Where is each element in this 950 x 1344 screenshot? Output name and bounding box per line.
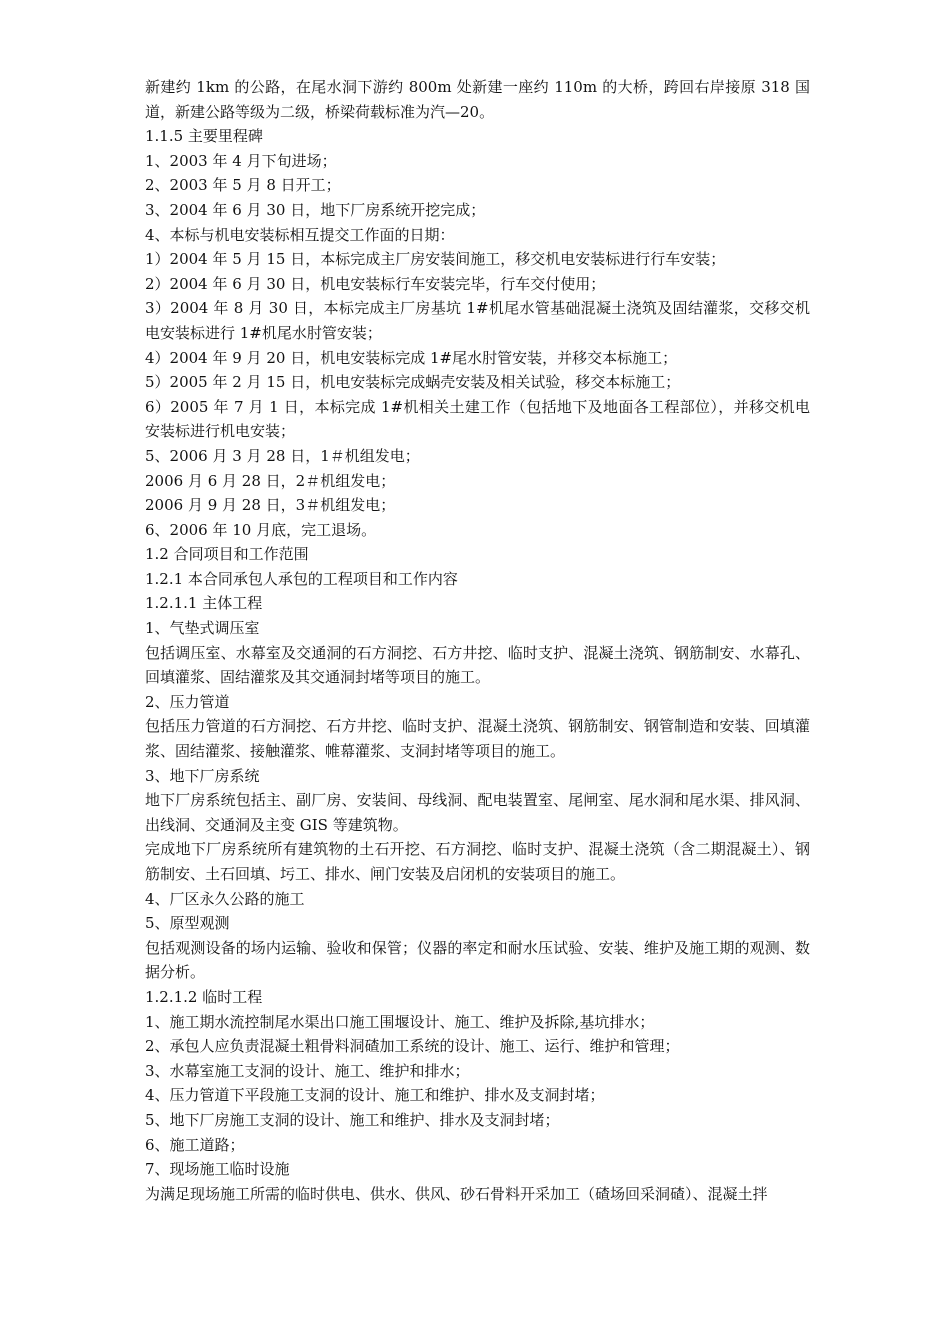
list-item: 5）2005 年 2 月 15 日，机电安装标完成蜗壳安装及相关试验，移交本标施工； xyxy=(145,373,681,392)
list-item: 4、本标与机电安装标相互提交工作面的日期： xyxy=(145,225,455,244)
list-item: 2006 月 6 月 28 日，2＃机组发电； xyxy=(145,471,396,490)
list-item: 3、2004 年 6 月 30 日，地下厂房系统开挖完成； xyxy=(145,200,486,219)
list-item: 4、厂区永久公路的施工 xyxy=(145,889,305,908)
list-item: 1、施工期水流控制尾水渠出口施工围堰设计、施工、维护及拆除,基坑排水； xyxy=(145,1012,655,1031)
paragraph: 为满足现场施工所需的临时供电、供水、供风、砂石骨料开采加工（碴场回采洞碴）、混凝土拌 xyxy=(145,1184,768,1203)
list-item: 7、现场施工临时设施 xyxy=(145,1160,290,1179)
list-item: 4、压力管道下平段施工支洞的设计、施工和维护、排水及支洞封堵； xyxy=(145,1086,605,1105)
list-item: 5、原型观测 xyxy=(145,914,230,933)
list-item: 3）2004 年 8 月 30 日，本标完成主厂房基坑 1#机尾水管基础混凝土浇筑及固结灌浆，交移交机电安装标进行 1#机尾水肘管安装； xyxy=(145,299,810,342)
list-item: 3、地下厂房系统 xyxy=(145,766,260,785)
list-item: 1、2003 年 4 月下旬进场； xyxy=(145,151,337,170)
list-item: 6、施工道路； xyxy=(145,1135,245,1154)
section-heading: 1.2.1 本合同承包人承包的工程项目和工作内容 xyxy=(145,569,458,588)
list-item: 6）2005 年 7 月 1 日，本标完成 1#机相关土建工作（包括地下及地面各工程部位），并移交机电安装标进行机电安装； xyxy=(145,397,810,441)
paragraph: 新建约 1km 的公路，在尾水洞下游约 800m 处新建一座约 110m 的大桥，跨回右岸接原 318 国道，新建公路等级为二级，桥梁荷载标准为汽—20。 xyxy=(145,78,810,121)
paragraph: 包括调压室、水幕室及交通洞的石方洞挖、石方井挖、临时支护、混凝土浇筑、钢筋制安、水幕孔、回填灌浆、固结灌浆及其交通洞封堵等项目的施工。 xyxy=(145,643,810,687)
paragraph: 地下厂房系统包括主、副厂房、安装间、母线洞、配电装置室、尾闸室、尾水洞和尾水渠、排风洞、出线洞、交通洞及主变 GIS 等建筑物。 xyxy=(145,791,810,834)
list-item: 2、压力管道 xyxy=(145,692,230,711)
list-item: 2、承包人应负责混凝土粗骨料洞碴加工系统的设计、施工、运行、维护和管理； xyxy=(145,1037,680,1056)
list-item: 1、气垫式调压室 xyxy=(145,619,260,638)
list-item: 3、水幕室施工支洞的设计、施工、维护和排水； xyxy=(145,1061,470,1080)
list-item: 2、2003 年 5 月 8 日开工； xyxy=(145,176,341,195)
list-item: 5、地下厂房施工支洞的设计、施工和维护、排水及支洞封堵； xyxy=(145,1110,560,1129)
section-heading: 1.2 合同项目和工作范围 xyxy=(145,545,309,564)
document-body xyxy=(145,75,810,1206)
list-item: 4）2004 年 9 月 20 日，机电安装标完成 1#尾水肘管安装，并移交本标施工； xyxy=(145,348,678,367)
list-item: 5、2006 月 3 月 28 日，1＃机组发电； xyxy=(145,446,420,465)
section-heading: 1.2.1.1 主体工程 xyxy=(145,594,263,613)
paragraph: 完成地下厂房系统所有建筑物的土石开挖、石方洞挖、临时支护、混凝土浇筑（含二期混凝土）、钢筋制安、土石回填、圬工、排水、闸门安装及启闭机的安装项目的施工。 xyxy=(145,840,810,883)
list-item: 2）2004 年 6 月 30 日，机电安装标行车安装完毕，行车交付使用； xyxy=(145,274,606,293)
paragraph: 包括压力管道的石方洞挖、石方井挖、临时支护、混凝土浇筑、钢筋制安、钢管制造和安装、回填灌浆、固结灌浆、接触灌浆、帷幕灌浆、支洞封堵等项目的施工。 xyxy=(145,717,810,761)
section-heading: 1.1.5 主要里程碑 xyxy=(145,127,263,146)
section-heading: 1.2.1.2 临时工程 xyxy=(145,987,263,1006)
list-item: 6、2006 年 10 月底，完工退场。 xyxy=(145,520,377,539)
list-item: 2006 月 9 月 28 日，3＃机组发电； xyxy=(145,496,396,515)
paragraph: 包括观测设备的场内运输、验收和保管；仪器的率定和耐水压试验、安装、维护及施工期的观测、数据分析。 xyxy=(145,938,810,982)
list-item: 1）2004 年 5 月 15 日，本标完成主厂房安装间施工，移交机电安装标进行行车安装； xyxy=(145,250,726,269)
